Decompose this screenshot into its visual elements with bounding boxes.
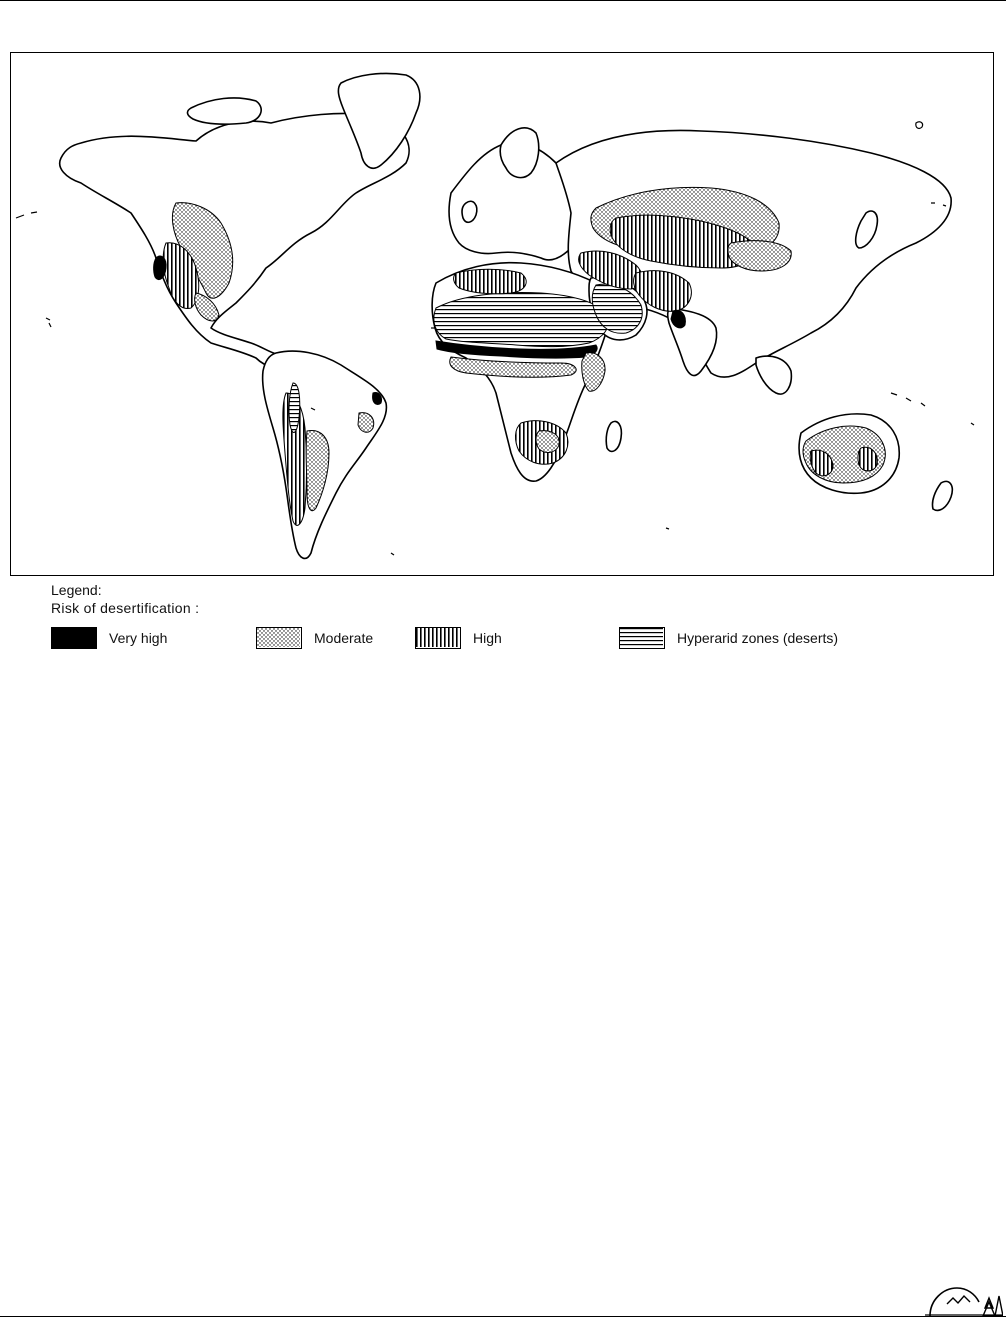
southeast-asia (756, 356, 791, 394)
legend-label-very-high: Very high (109, 630, 168, 646)
zone-horn-of-africa (582, 353, 605, 392)
north-america-landmass (60, 113, 409, 368)
bottom-rule (0, 1316, 1006, 1317)
moderate-swatch (256, 627, 302, 649)
high-swatch (415, 627, 461, 649)
zone-california (154, 256, 167, 280)
very-high-swatch (51, 627, 97, 649)
legend-item-moderate (256, 625, 373, 651)
arctic-islands (187, 98, 261, 124)
publisher-logo (925, 1272, 1003, 1316)
hyperarid-swatch (619, 627, 665, 649)
legend-item-hyperarid (619, 625, 838, 651)
british-isles (462, 201, 477, 222)
legend-label-hyperarid: Hyperarid zones (deserts) (677, 630, 839, 646)
zone-andes-strip (289, 383, 300, 432)
world-map (10, 52, 994, 576)
madagascar-landmass (606, 421, 621, 451)
legend-label-moderate: Moderate (314, 630, 374, 646)
legend-item-very-high (51, 625, 167, 651)
legend-subtitle: Risk of desertification : (51, 600, 200, 616)
new-zealand-landmass (932, 481, 952, 510)
legend-label-high: High (473, 630, 502, 646)
legend-item-high (415, 625, 502, 651)
legend-title: Legend: (51, 582, 102, 598)
zone-north-africa (454, 269, 527, 294)
top-rule (0, 0, 1006, 1)
zone-sahara (434, 293, 609, 347)
